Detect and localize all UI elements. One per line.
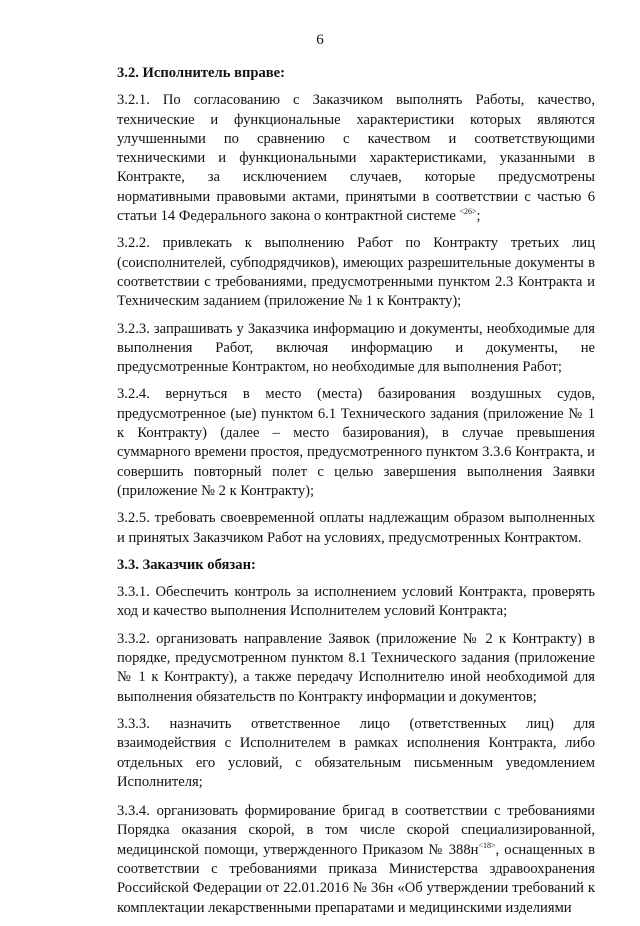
clause-text: требовать своевременной оплаты надлежащим образом выполненных и принятых Заказчиком Работ на условиях, предусмотренных Контрактом. xyxy=(117,510,595,546)
clause-text: вернуться в место (места) базирования воздушных судов, предусмотренное (ые) пунктом 6.1 Технического задания (приложение № 1 к Контракту) (далее – место базирования), в случае превышения суммарного времени простоя, предусмотренного пунктом 3.3.6 Контракта, и совершить повторный полет с целью завершения выполнения Заявки (приложение № 2 к Контракту); xyxy=(117,386,595,499)
clause-tail: ; xyxy=(476,208,481,225)
clause-3-2-2 xyxy=(117,234,595,311)
clause-number: 3.2.3. xyxy=(117,320,150,337)
clause-number: 3.2.2. xyxy=(117,235,150,252)
clause-text: Обеспечить контроль за исполнением условий Контракта, проверять ход и качество выполнения Исполнителем условий Контракта; xyxy=(117,584,595,620)
footnote-ref: <18> xyxy=(478,840,496,850)
clause-number: 3.3.2. xyxy=(117,630,150,647)
clause-3-2-1 xyxy=(117,91,595,226)
section-heading-3-2: 3.2. Исполнитель вправе: xyxy=(117,65,286,81)
clause-number: 3.2.1. xyxy=(117,92,150,109)
clause-number: 3.3.1. xyxy=(117,584,150,601)
clause-tail: , оснащенных в соответствии с требованиями приказа Министерства здравоохранения Российской Федерации от 22.01.2016 № 36н «Об утверждении требований к комплектации лекарственными препаратами и медицинскими изделиями xyxy=(117,841,596,916)
clause-number: 3.2.4. xyxy=(117,386,150,403)
clause-number: 3.2.5. xyxy=(117,510,150,527)
clause-text: организовать направление Заявок (приложение № 2 к Контракту) в порядке, предусмотренном пунктом 8.1 Технического задания (приложение № 1 к Контракту), а также передачу Исполнителю иной необходимой для выполнения обязательств по Контракту информации и документов; xyxy=(117,630,595,705)
clause-text: привлекать к выполнению Работ по Контракту третьих лиц (соисполнителей, субподрядчиков), имеющих разрешительные документы в соответствии с требованиями, предусмотренными пунктом 2.3 Контракта и Техническим заданием (приложение № 1 к Контракту); xyxy=(117,235,595,310)
clause-3-3-3 xyxy=(117,715,595,792)
clause-3-3-2 xyxy=(117,630,595,707)
clause-3-2-4 xyxy=(117,385,595,501)
footnote-ref: <26> xyxy=(459,207,477,217)
clause-3-2-3 xyxy=(117,320,595,378)
clause-text: запрашивать у Заказчика информацию и документы, необходимые для выполнения Работ, включая информацию и документы, не предусмотренные Контрактом, но необходимые для выполнения Работ; xyxy=(117,320,596,376)
clause-text: организовать формирование бригад в соответствии с требованиями Порядка оказания скорой, в том числе скорой специализированной, медицинской помощи, утвержденного Приказом № 388н xyxy=(117,803,595,858)
clause-3-3-1 xyxy=(117,583,595,622)
section-heading-3-3: 3.3. Заказчик обязан: xyxy=(117,556,256,573)
clause-text: По согласованию с Заказчиком выполнять Работы, качество, технические и функциональные характеристики которых являются улучшенными по сравнению с качеством и соответствующими техническими и функциональными характеристиками, указанными в Контракте, за исключением случаев, которые предусмотрены нормативными правовыми актами, принятыми в соответствии с частью 6 статьи 14 Федерального закона о контрактной системе xyxy=(117,92,595,225)
clause-number: 3.3.3. xyxy=(117,715,150,732)
page-number: 6 xyxy=(316,32,324,48)
clause-number: 3.3.4. xyxy=(117,803,150,820)
clause-3-2-5 xyxy=(117,509,595,548)
document-body xyxy=(117,64,595,926)
clause-3-3-4 xyxy=(117,802,595,918)
clause-text: назначить ответственное лицо (ответственных лиц) для взаимодействия с Исполнителем в рамках исполнения Контракта, либо отдельных его условий, с обязательным письменным уведомлением Исполнителя; xyxy=(117,715,595,790)
